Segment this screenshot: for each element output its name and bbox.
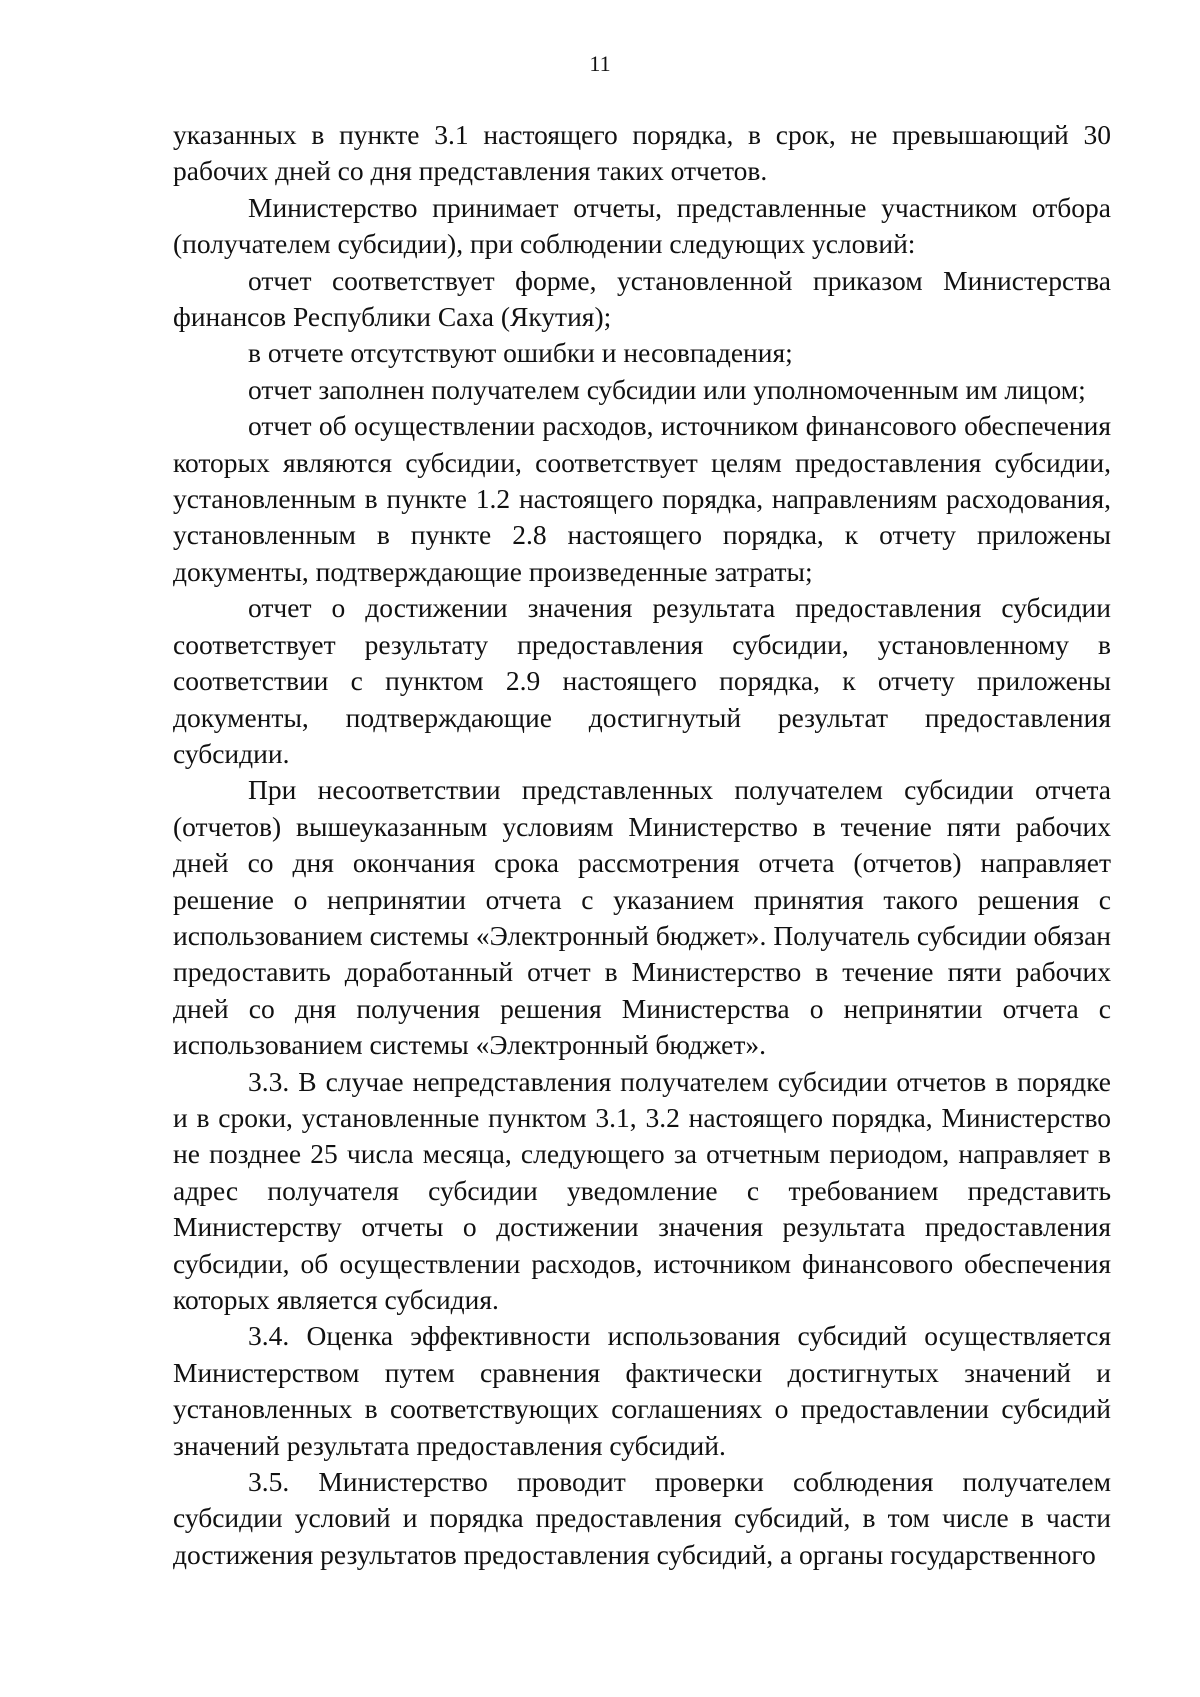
paragraph: отчет о достижении значения результата предоставления субсидии соответствует результату предоставления субсидии, установленному в соответствии с пунктом 2.9 настоящего порядка, к отчету приложены документы, подтверждающие достигнутый результат предоставления субсидии. <box>173 592 1111 769</box>
paragraph: отчет соответствует форме, установленной приказом Министерства финансов Республики Саха (Якутия); <box>173 264 1111 333</box>
paragraph: При несоответствии представленных получателем субсидии отчета (отчетов) вышеуказанным условиям Министерство в течение пяти рабочих дней со дня окончания срока рассмотрения отчета (отчетов) направляет решение о непринятии отчета с указанием принятия такого решения с использованием системы «Электронный бюджет». Получатель субсидии обязан предоставить доработанный отчет в Министерство в течение пяти рабочих дней со дня получения решения Министерства о непринятии отчета с использованием системы «Электронный бюджет». <box>173 774 1111 1061</box>
paragraph: Министерство принимает отчеты, представленные участником отбора (получателем субсидии), при соблюдении следующих условий: <box>173 191 1111 260</box>
paragraph: отчет об осуществлении расходов, источником финансового обеспечения которых являются субсидии, соответствует целям предоставления субсидии, установленным в пункте 1.2 настоящего порядка, направлениям расходования, установленным в пункте 2.8 настоящего порядка, к отчету приложены документы, подтверждающие произведенные затраты; <box>173 410 1111 587</box>
paragraph-section-3-3: 3.3. В случае непредставления получателем субсидии отчетов в порядке и в сроки, установленные пунктом 3.1, 3.2 настоящего порядка, Министерство не позднее 25 числа месяца, следующего за отчетным периодом, направляет в адрес получателя субсидии уведомление с требованием представить Министерству отчеты о достижении значения результата предоставления субсидии, об осуществлении расходов, источником финансового обеспечения которых является субсидия. <box>173 1065 1111 1315</box>
document-body <box>173 117 1111 1573</box>
paragraph-section-3-4: 3.4. Оценка эффективности использования субсидий осуществляется Министерством путем сравнения фактически достигнутых значений и установленных в соответствующих соглашениях о предоставлении субсидий значений результата предоставления субсидий. <box>173 1320 1111 1461</box>
paragraph: в отчете отсутствуют ошибки и несовпадения; <box>248 337 793 369</box>
paragraph: отчет заполнен получателем субсидии или уполномоченным им лицом; <box>248 373 1086 405</box>
page-number: 11 <box>589 51 611 76</box>
paragraph: указанных в пункте 3.1 настоящего порядка, в срок, не превышающий 30 рабочих дней со дня представления таких отчетов. <box>173 119 1111 187</box>
paragraph-section-3-5: 3.5. Министерство проводит проверки соблюдения получателем субсидии условий и порядка предоставления субсидий, в том числе в части достижения результатов предоставления субсидий, а органы государственного <box>173 1466 1111 1570</box>
